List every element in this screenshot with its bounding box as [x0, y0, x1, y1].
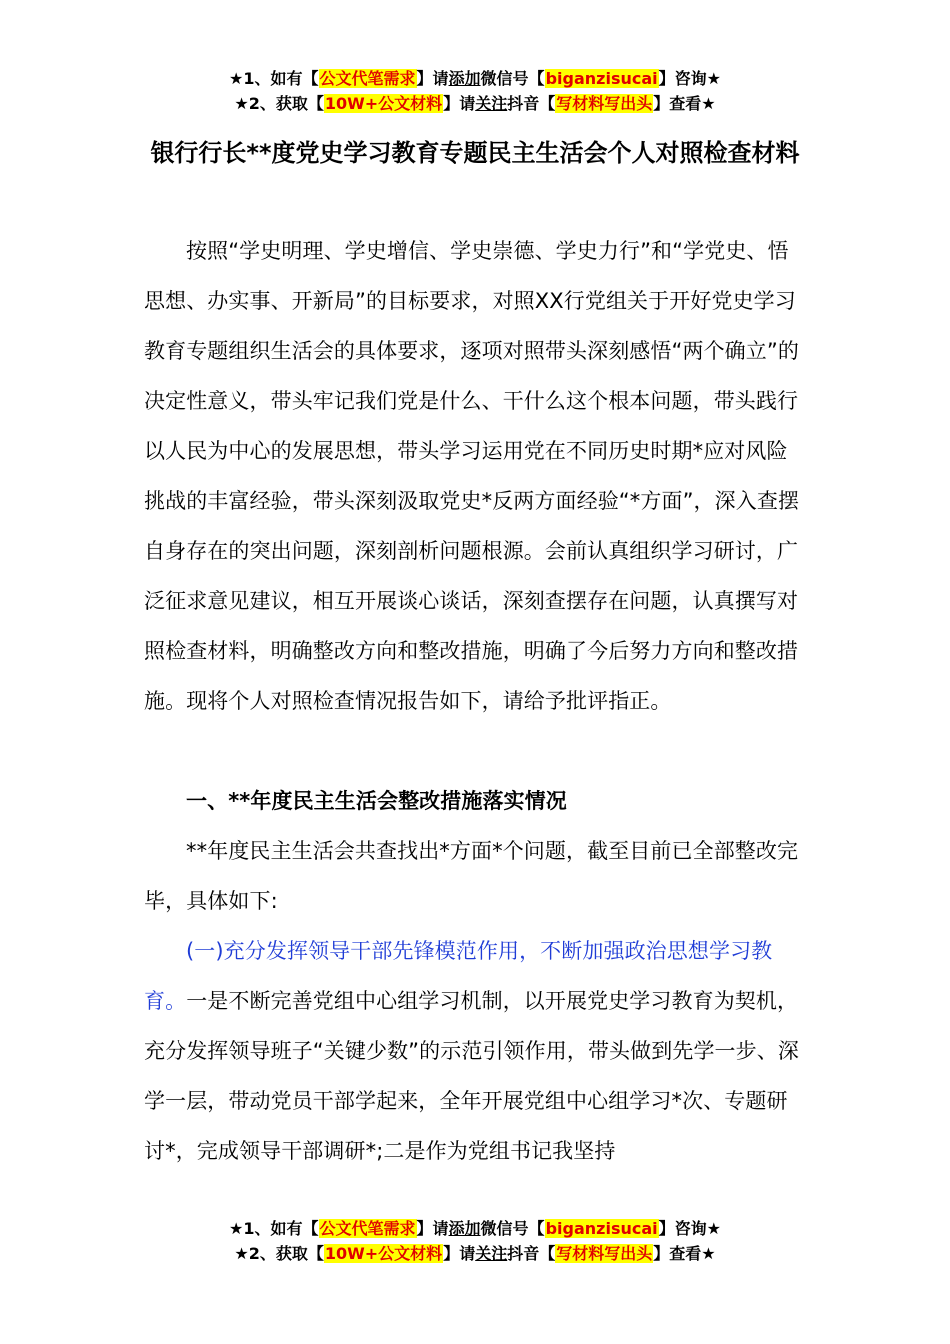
document-title: 银行行长**度党史学习教育专题民主生活会个人对照检查材料: [150, 139, 800, 167]
promo-text: 抖音【: [507, 1244, 556, 1263]
promo-banner-bottom: [0, 1216, 950, 1266]
promo-text: ★2、获取【: [234, 94, 324, 113]
promo-text: 】请: [416, 1219, 449, 1238]
promo-text: ★1、如有【: [229, 69, 319, 88]
promo-highlight: biganzisucai: [545, 69, 658, 88]
promo-text: 微信号【: [480, 1219, 545, 1238]
promo-line-2: [0, 1241, 950, 1266]
promo-highlight: 写材料写出头: [556, 1244, 653, 1263]
promo-highlight: 10W+公文材料: [324, 1244, 443, 1263]
promo-text: 微信号【: [480, 69, 545, 88]
promo-text: 】咨询★: [658, 69, 721, 88]
item-1-body: 一是不断完善党组中心组学习机制，以开展党史学习教育为契机，充分发挥领导班子“关键少数”的示范引领作用，带头做到先学一步、深学一层，带动党员干部学起来，全年开展党组中心组学习*次、专题研讨*，完成领导干部调研*;二是作为党组书记我坚持: [144, 989, 799, 1163]
promo-text: ★1、如有【: [229, 1219, 319, 1238]
section-heading-1: [144, 776, 808, 826]
promo-underlined: 添加: [448, 69, 481, 88]
item-1-paragraph: [144, 926, 808, 1201]
promo-highlight: 公文代笔需求: [319, 69, 416, 88]
section-heading-text: 一、**年度民主生活会整改措施落实情况: [186, 789, 567, 813]
promo-line-1: [0, 66, 950, 91]
promo-highlight: 公文代笔需求: [319, 1219, 416, 1238]
item-1-lead: (一)充分发挥领导干部先锋模范作用，不断加强政治思想学习教育。: [144, 939, 773, 1013]
promo-line-2: [0, 91, 950, 116]
promo-banner-top: [0, 66, 950, 116]
promo-underlined: 添加: [448, 1219, 481, 1238]
summary-paragraph: [144, 826, 808, 926]
promo-underlined: 关注: [475, 1244, 508, 1263]
promo-text: 】请: [416, 69, 449, 88]
promo-text: 】请: [443, 94, 476, 113]
item-1-text: [144, 926, 808, 1176]
promo-text: 】查看★: [653, 1244, 716, 1263]
summary-text: **年度民主生活会共查找出*方面*个问题，截至目前已全部整改完毕，具体如下:: [144, 839, 799, 913]
promo-highlight: 写材料写出头: [556, 94, 653, 113]
promo-line-1: [0, 1216, 950, 1241]
promo-highlight: biganzisucai: [545, 1219, 658, 1238]
promo-text: ★2、获取【: [234, 1244, 324, 1263]
promo-text: 抖音【: [507, 94, 556, 113]
intro-paragraph: [144, 226, 808, 726]
promo-text: 】查看★: [653, 94, 716, 113]
promo-text: 】请: [443, 1244, 476, 1263]
promo-underlined: 关注: [475, 94, 508, 113]
intro-text: 按照“学史明理、学史增信、学史崇德、学史力行”和“学党史、悟思想、办实事、开新局”的目标要求，对照XX行党组关于开好党史学习教育专题组织生活会的具体要求，逐项对照带头深刻感悟“两个确立”的决定性意义，带头牢记我们党是什么、干什么这个根本问题，带头践行以人民为中心的发展思想，带头学习运用党在不同历史时期*应对风险挑战的丰富经验，带头深刻汲取党史*反两方面经验“*方面”，深入查摆自身存在的突出问题，深刻剖析问题根源。会前认真组织学习研讨，广泛征求意见建议，相互开展谈心谈话，深刻查摆存在问题，认真撰写对照检查材料，明确整改方向和整改措施，明确了今后努力方向和整改措施。现将个人对照检查情况报告如下，请给予批评指正。: [144, 239, 800, 713]
promo-highlight: 10W+公文材料: [324, 94, 443, 113]
promo-text: 】咨询★: [658, 1219, 721, 1238]
